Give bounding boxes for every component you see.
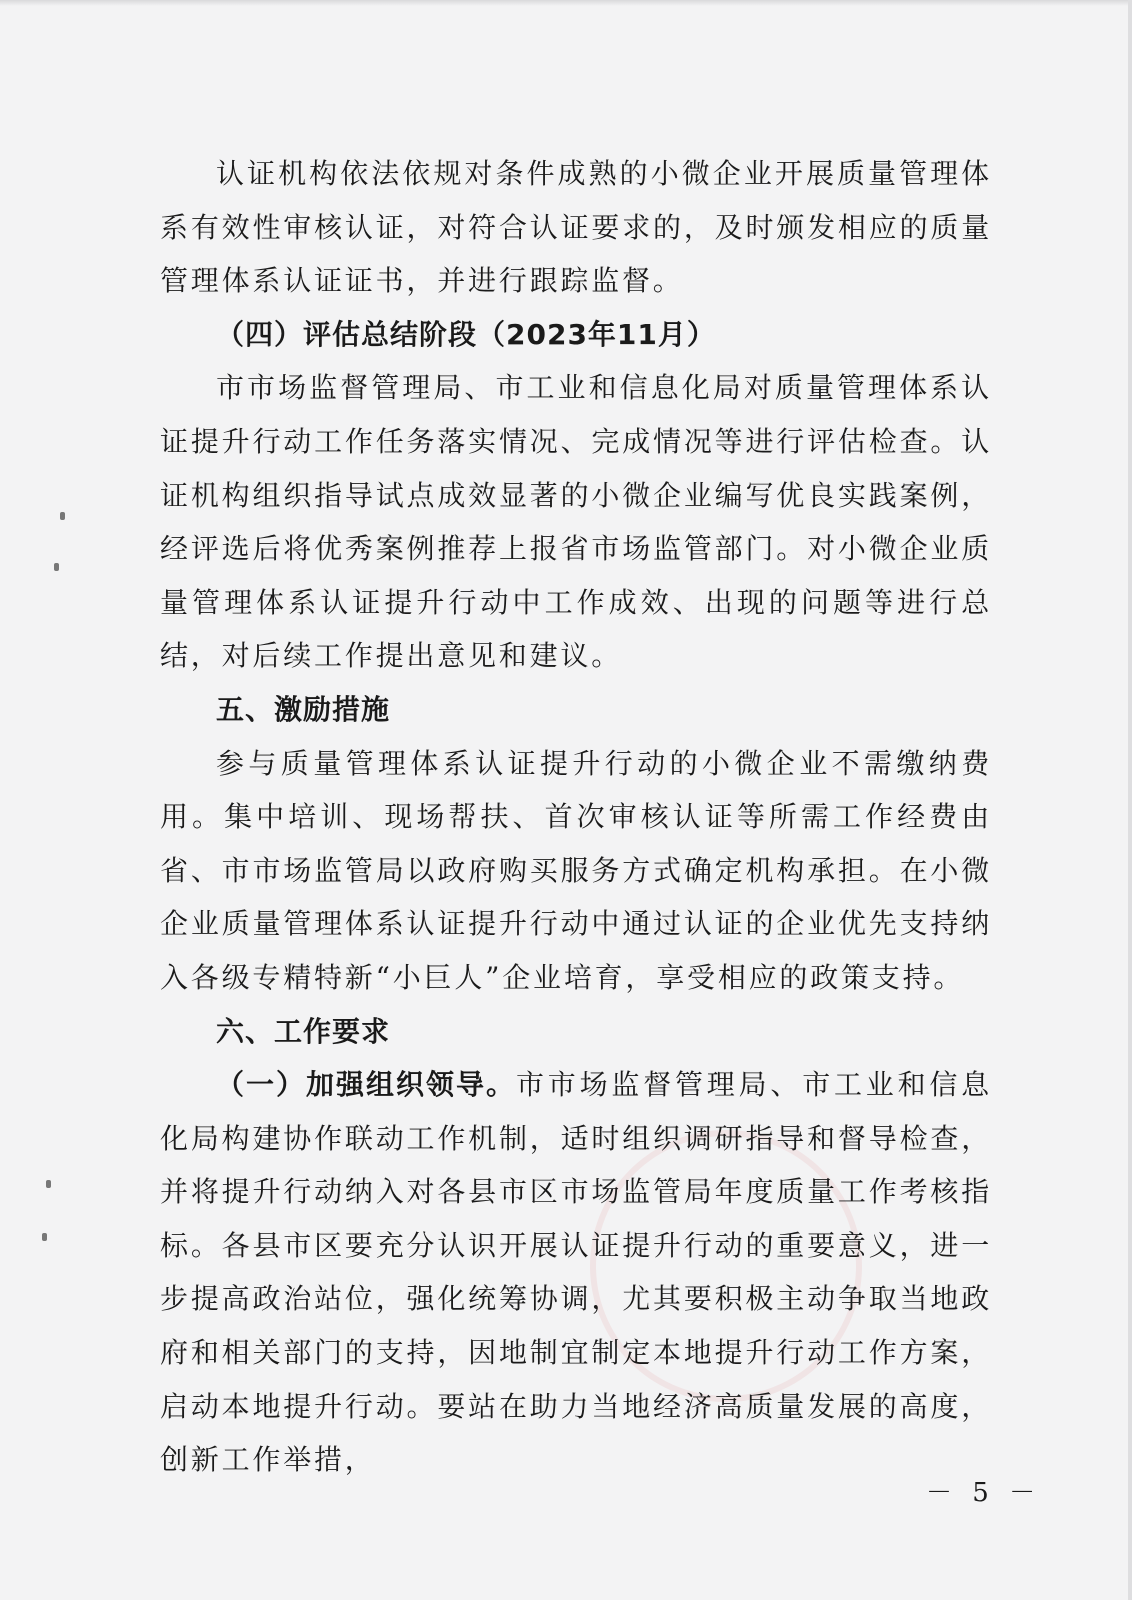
scan-edge — [1128, 0, 1132, 1600]
binding-hole-mark — [60, 512, 65, 520]
heading-evaluation-stage: （四）评估总结阶段（2023年11月） — [216, 317, 716, 351]
paragraph-incentives: 参与质量管理体系认证提升行动的小微企业不需缴纳费用。集中培训、现场帮扶、首次审核认证等所需工作经费由省、市市场监管局以政府购买服务方式确定机构承担。在小微企业质量管理体系认证提升行动中通过认证的企业优先支持纳入各级专精特新“小巨人”企业培育，享受相应的政策支持。 — [160, 746, 992, 994]
lead-organization: （一）加强组织领导。 — [216, 1068, 516, 1102]
scan-edge — [0, 0, 1132, 6]
document-body — [160, 147, 992, 1487]
page-number: － 5 － — [926, 1478, 1042, 1508]
heading-work-requirements: 六、工作要求 — [216, 1014, 391, 1048]
binding-hole-mark — [54, 563, 59, 571]
paragraph-certification: 认证机构依法依规对条件成熟的小微企业开展质量管理体系有效性审核认证，对符合认证要求的，及时颁发相应的质量管理体系认证证书，并进行跟踪监督。 — [160, 157, 992, 298]
paragraph-organization — [160, 1058, 992, 1487]
heading-incentives: 五、激励措施 — [216, 692, 391, 726]
binding-hole-mark — [42, 1233, 47, 1241]
paragraph-organization-text: 市市场监督管理局、市工业和信息化局构建协作联动工作机制，适时组织调研指导和督导检查，并将提升行动纳入对各县市区市场监管局年度质量工作考核指标。各县市区要充分认识开展认证提升行动的重要意义，进一步提高政治站位，强化统筹协调，尤其要积极主动争取当地政府和相关部门的支持，因地制宜制定本地提升行动工作方案，启动本地提升行动。要站在助力当地经济高质量发展的高度，创新工作举措， — [160, 1068, 992, 1477]
binding-hole-mark — [46, 1180, 51, 1188]
paragraph-evaluation: 市市场监督管理局、市工业和信息化局对质量管理体系认证提升行动工作任务落实情况、完成情况等进行评估检查。认证机构组织指导试点成效显著的小微企业编写优良实践案例，经评选后将优秀案例推荐上报省市场监管部门。对小微企业质量管理体系认证提升行动中工作成效、出现的问题等进行总结，对后续工作提出意见和建议。 — [160, 371, 992, 673]
